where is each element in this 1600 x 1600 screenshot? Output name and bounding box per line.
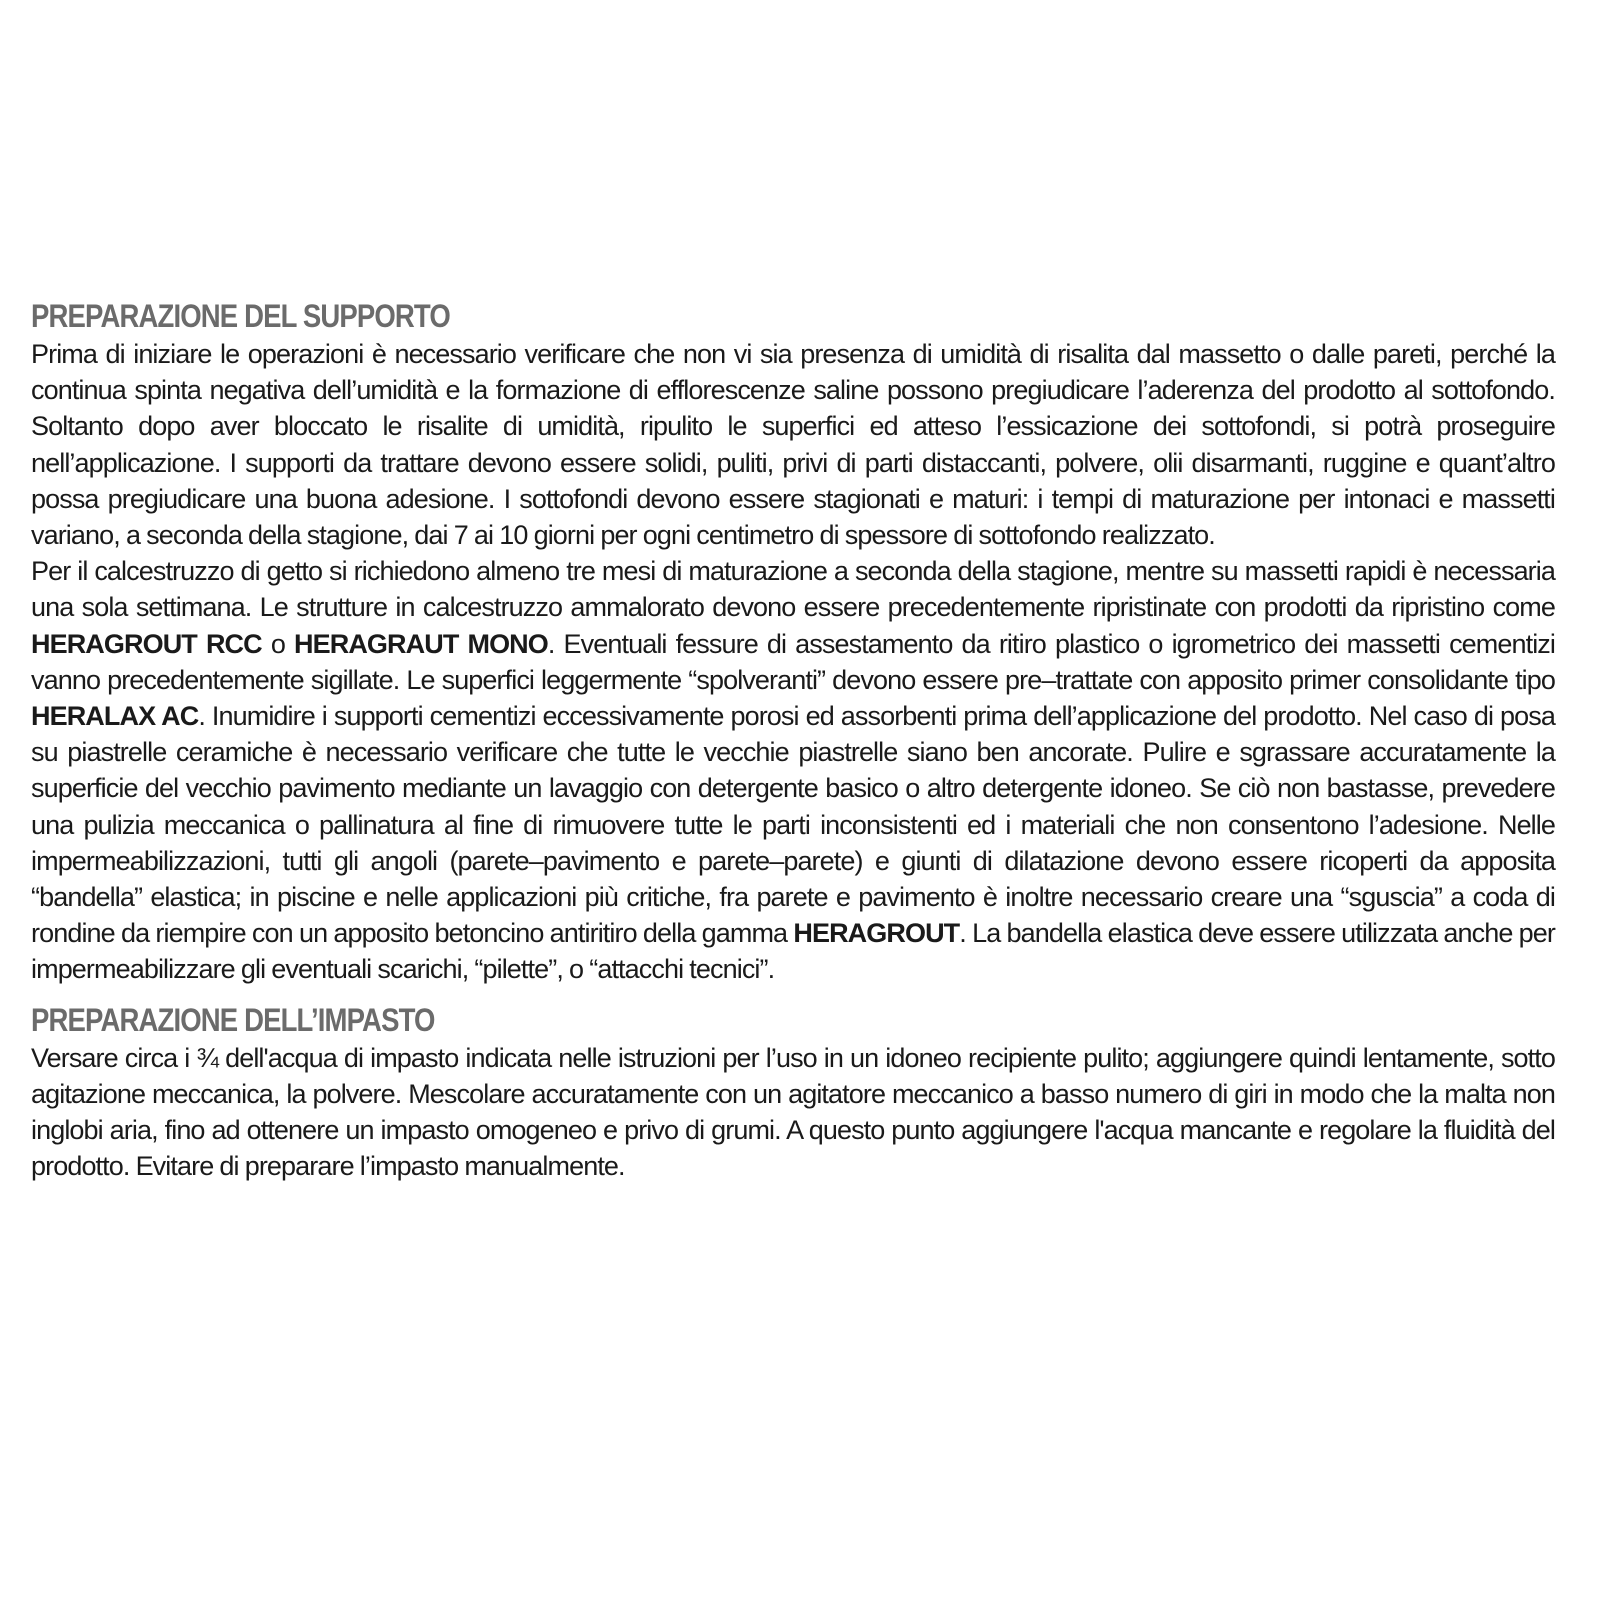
document-section <box>31 296 1555 988</box>
section-paragraph <box>31 1040 1555 1185</box>
product-name: HERALAX AC <box>31 701 199 732</box>
document-section <box>31 1000 1555 1185</box>
text-run: . Eventuali fessure di assestamento da ritiro plastico o igrometrico dei massetti cementizi vanno precedentemente sigillate. Le superfici leggermente “spolveranti” devono essere pre–trattate con apposito primer consolidante tipo <box>31 628 1556 695</box>
text-run: . La bandella elastica deve essere utilizzata anche per impermeabilizzare gli eventuali scarichi, “pilette”, o “attacchi tecnici”. <box>31 918 1555 985</box>
section-title: PREPARAZIONE DEL SUPPORTO <box>31 298 450 334</box>
section-paragraph <box>31 336 1555 553</box>
text-run: . Inumidire i supporti cementizi eccessivamente porosi ed assorbenti prima dell’applicazione del prodotto. Nel caso di posa su piastrelle ceramiche è necessario verificare che tutte le vecchie piastrelle siano ben ancorate. Pulire e sgrassare accuratamente la superficie del vecchio pavimento mediante un lavaggio con detergente basico o altro detergente idoneo. Se ciò non bastasse, prevedere una pulizia meccanica o pallinatura al fine di rimuovere tutte le parti inconsistenti ed i materiali che non consentono l’adesione. Nelle impermeabilizzazioni, tutti gli angoli (parete–pavimento e parete–parete) e giunti di dilatazione devono essere ricoperti da apposita “bandella” elastica; in piscine e nelle applicazioni più critiche, fra parete e pavimento è inoltre necessario creare una “sguscia” a coda di rondine da riempire con un apposito betoncino antiritiro della gamma <box>31 701 1555 949</box>
text-run: Versare circa i ¾ dell'acqua di impasto indicata nelle istruzioni per l’uso in un idoneo recipiente pulito; aggiungere quindi lentamente, sotto agitazione meccanica, la polvere. Mescolare accuratamente con un agitatore meccanico a basso numero di giri in modo che la malta non inglobi aria, fino ad ottenere un impasto omogeneo e privo di grumi. A questo punto aggiungere l'acqua mancante e regolare la fluidità del prodotto. Evitare di preparare l’impasto manualmente. <box>31 1042 1555 1182</box>
document-body <box>31 296 1555 1184</box>
text-run: o <box>261 628 295 659</box>
section-title: PREPARAZIONE DELL’IMPASTO <box>31 1001 435 1038</box>
product-name: HERAGRAUT MONO <box>294 628 548 659</box>
product-name: HERAGROUT <box>793 918 960 949</box>
text-run: Prima di iniziare le operazioni è necessario verificare che non vi sia presenza di umidità di risalita dal massetto o dalle pareti, perché la continua spinta negativa dell’umidità e la formazione di efflorescenze saline possono pregiudicare l’aderenza del prodotto al sottofondo. Soltanto dopo aver bloccato le risalite di umidità, ripulito le superfici ed atteso l’essicazione dei sottofondi, si potrà proseguire nell’applicazione. I supporti da trattare devono essere solidi, puliti, privi di parti distaccanti, polvere, olii disarmanti, ruggine e quant’altro possa pregiudicare una buona adesione. I sottofondi devono essere stagionati e maturi: i tempi di maturazione per intonaci e massetti variano, a seconda della stagione, dai 7 ai 10 giorni per ogni centimetro di spessore di sottofondo realizzato. <box>31 339 1555 551</box>
sections-container <box>31 296 1555 1184</box>
section-paragraph <box>31 553 1555 987</box>
product-name: HERAGROUT RCC <box>31 628 262 659</box>
text-run: Per il calcestruzzo di getto si richiedono almeno tre mesi di maturazione a seconda della stagione, mentre su massetti rapidi è necessaria una sola settimana. Le strutture in calcestruzzo ammalorato devono essere precedentemente ripristinate con prodotti da ripristino come <box>31 556 1555 623</box>
